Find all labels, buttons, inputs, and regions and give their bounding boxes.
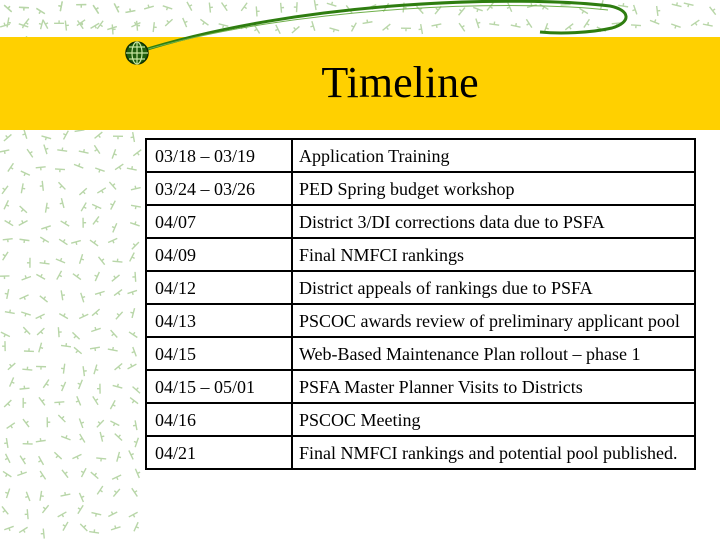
timeline-row: [146, 271, 695, 304]
timeline-row: [146, 370, 695, 403]
slide-title: Timeline: [321, 58, 479, 107]
timeline-date-cell: 04/09: [146, 238, 292, 271]
timeline-event-cell: District 3/DI corrections data due to PSFA: [292, 205, 695, 238]
timeline-date-cell: 04/15: [146, 337, 292, 370]
timeline-date-cell: 03/18 – 03/19: [146, 139, 292, 172]
timeline-event-cell: PED Spring budget workshop: [292, 172, 695, 205]
timeline-row: [146, 205, 695, 238]
timeline-event-cell: PSFA Master Planner Visits to Districts: [292, 370, 695, 403]
timeline-row: [146, 172, 695, 205]
timeline-date-cell: 04/15 – 05/01: [146, 370, 292, 403]
timeline-event-cell: Final NMFCI rankings and potential pool published.: [292, 436, 695, 469]
timeline-row: [146, 436, 695, 469]
timeline-body: [146, 139, 695, 469]
timeline-event-cell: Final NMFCI rankings: [292, 238, 695, 271]
timeline-event-cell: Web-Based Maintenance Plan rollout – phase 1: [292, 337, 695, 370]
globe-bullet-icon: [124, 40, 150, 66]
timeline-event-cell: PSCOC awards review of preliminary applicant pool: [292, 304, 695, 337]
timeline-row: [146, 304, 695, 337]
timeline-date-cell: 04/13: [146, 304, 292, 337]
timeline-row: [146, 403, 695, 436]
timeline-event-cell: District appeals of rankings due to PSFA: [292, 271, 695, 304]
timeline-row: [146, 139, 695, 172]
timeline-date-cell: 03/24 – 03/26: [146, 172, 292, 205]
timeline-event-cell: Application Training: [292, 139, 695, 172]
timeline-date-cell: 04/21: [146, 436, 292, 469]
timeline-table: [145, 138, 696, 470]
top-decorative-pattern: [0, 0, 720, 36]
timeline-event-cell: PSCOC Meeting: [292, 403, 695, 436]
timeline-row: [146, 337, 695, 370]
timeline-row: [146, 238, 695, 271]
timeline-date-cell: 04/16: [146, 403, 292, 436]
timeline-date-cell: 04/07: [146, 205, 292, 238]
timeline-date-cell: 04/12: [146, 271, 292, 304]
